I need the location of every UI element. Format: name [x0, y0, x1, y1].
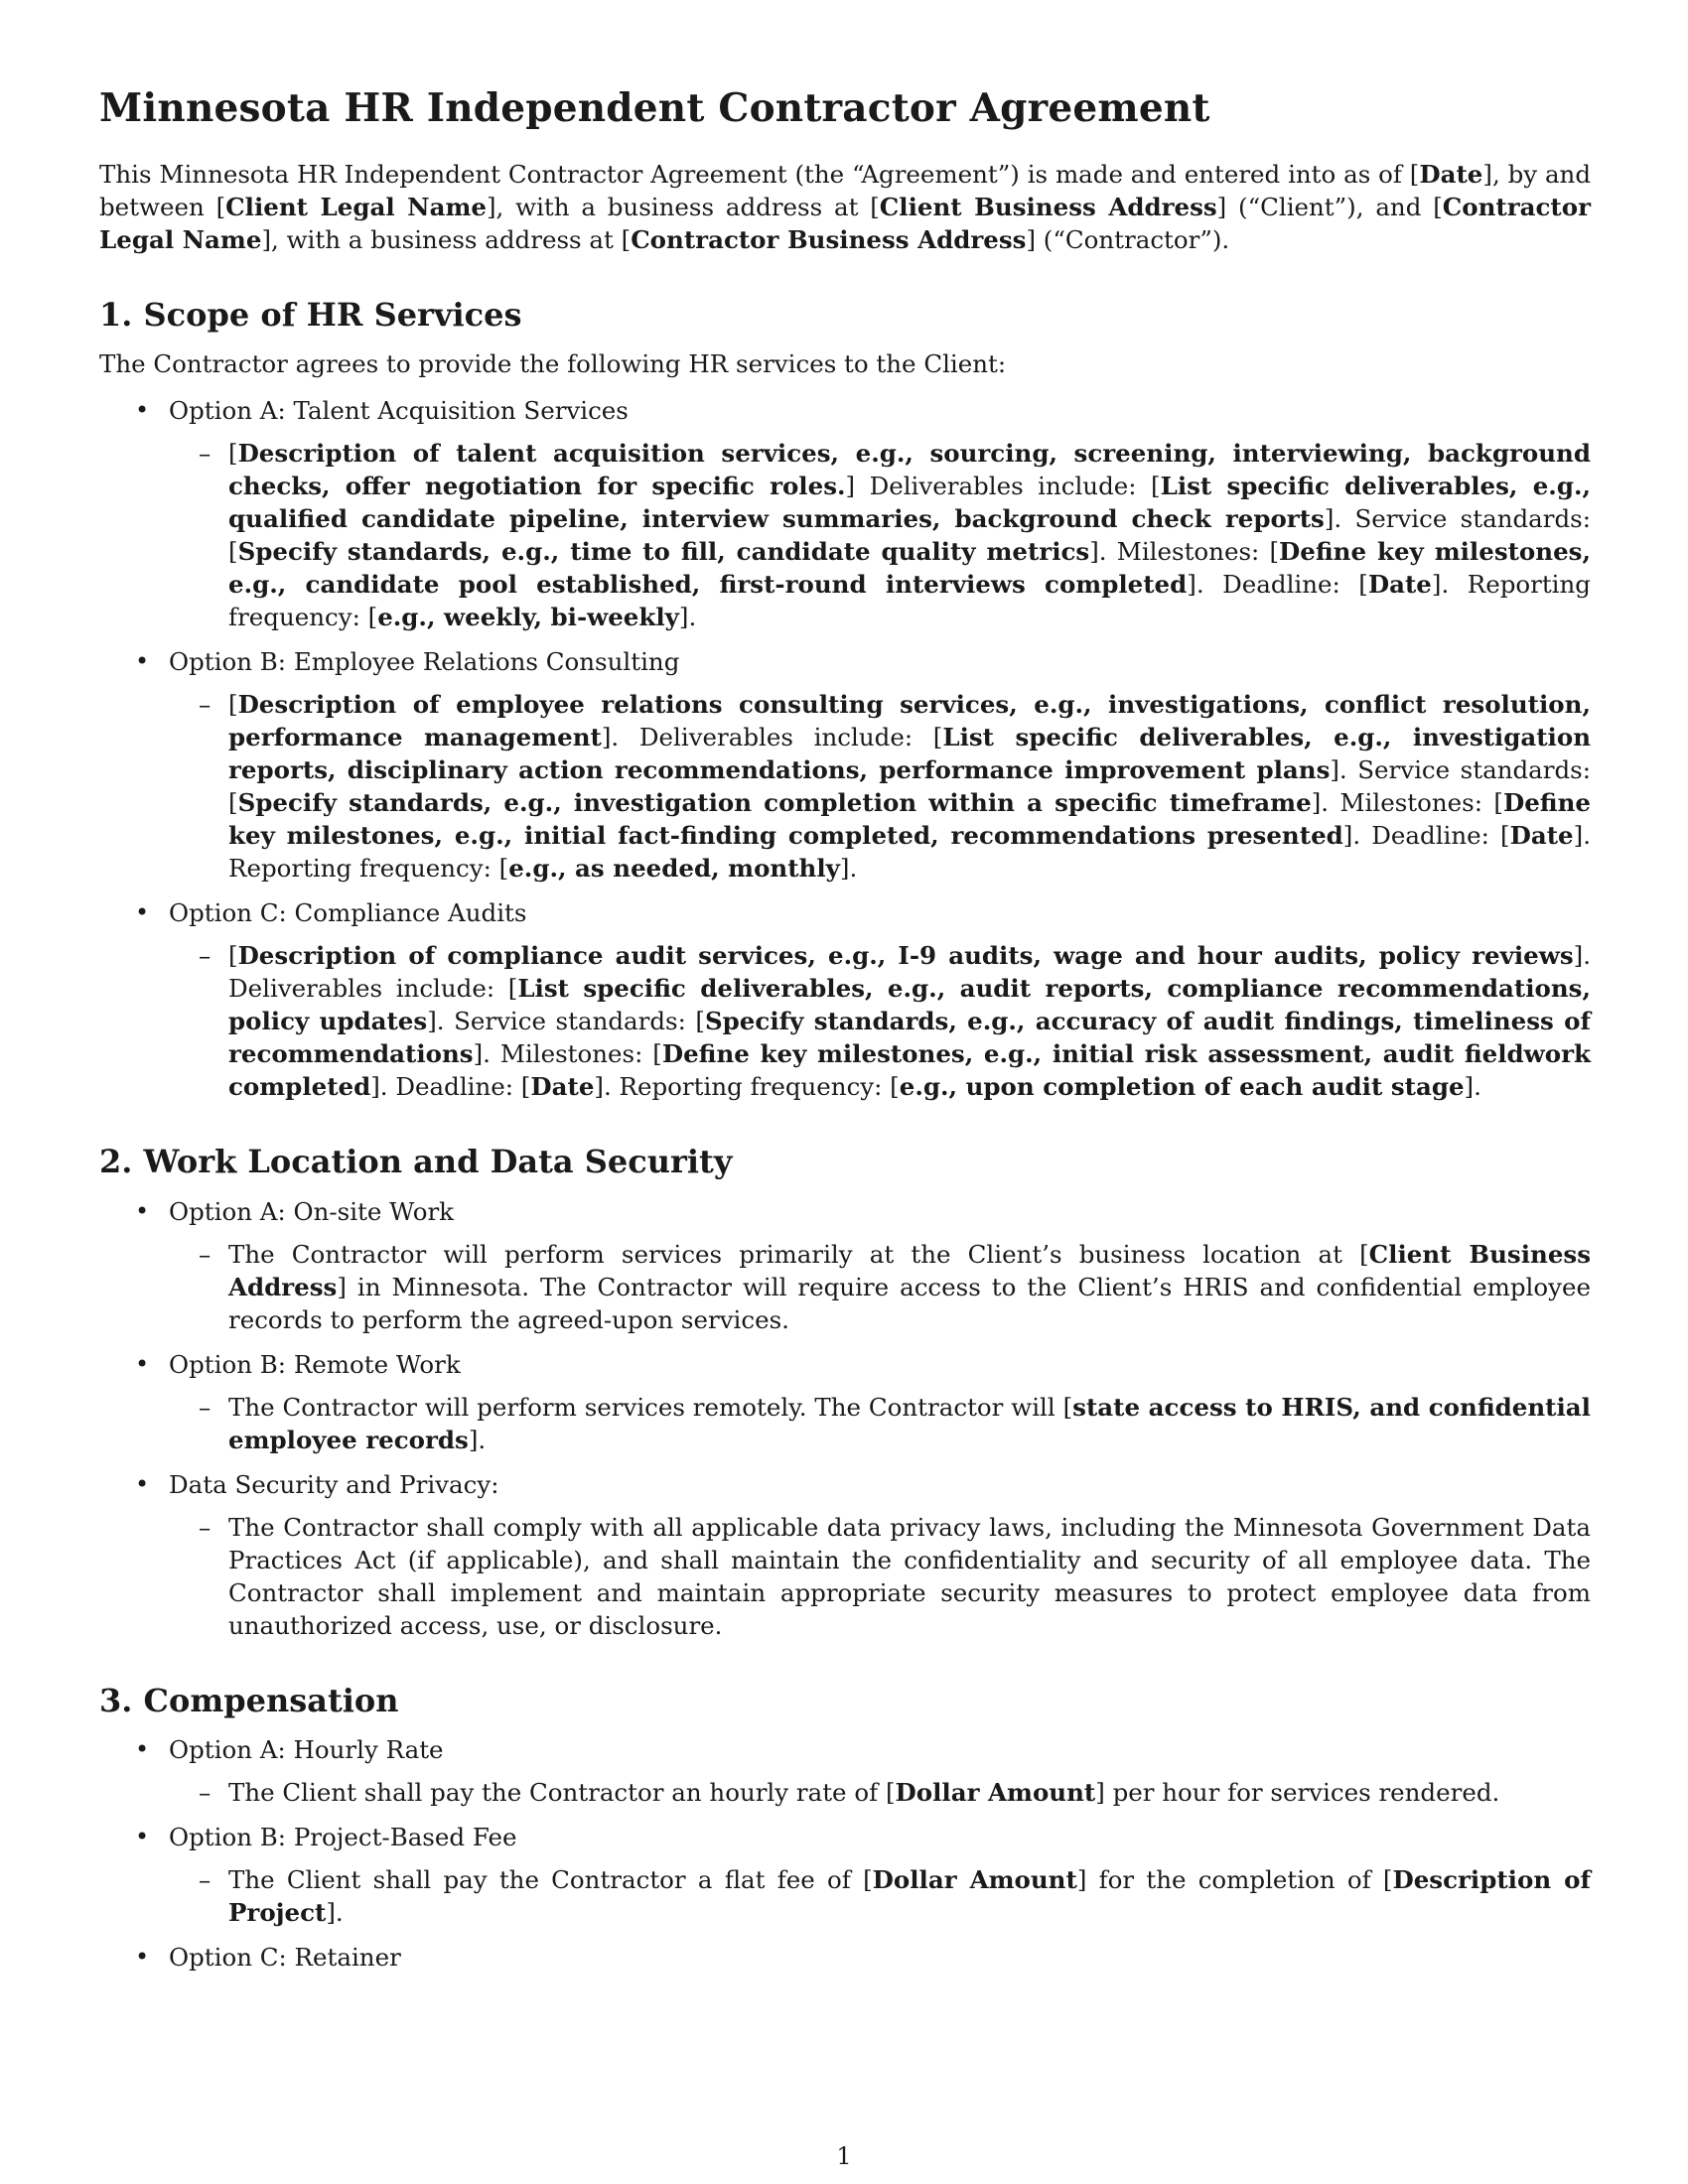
intro-paragraph: This Minnesota HR Independent Contractor Agreement (the “Agreement”) is made and entered into as of [Date], by and between [Client Legal Name], with a business address at [Client Business Address] (“Client”), and [Contractor Legal Name], with a business address at [Contractor Business Address] (“Contractor”). [99, 159, 1592, 254]
option-description: – [Description of talent acquisition services, e.g., sourcing, screening, interviewing, background checks, offer negotiation for specific roles.] Deliverables include: [List specific deliverables, e.g., qualified candidate pipeline, interview summaries, background check reports]. Service standards: [Specify standards, e.g., time to fill, candidate quality metrics]. Milestones: [Define key milestones, e.g., candidate pool established, first-round interviews completed]. Deadline: [Date]. Reporting frequency: [e.g., weekly, bi-weekly]. [169, 437, 1591, 633]
option-description: – The Contractor will perform services primarily at the Client’s business location at [Client Business Address] in Minnesota. The Contractor will require access to the Client’s HRIS and confidential employee records to perform the agreed-upon services. [169, 1238, 1591, 1336]
option-label: • Option B: Employee Relations Consulting [169, 647, 680, 677]
option-label: • Option A: On-site Work [169, 1196, 455, 1226]
option-label: • Option B: Remote Work [169, 1349, 461, 1379]
option-label: • Option A: Talent Acquisition Services [169, 396, 629, 426]
list-item [99, 1821, 1591, 1929]
list-item [99, 1468, 1591, 1642]
page-number: 1 [836, 2142, 852, 2170]
option-description: – The Contractor shall comply with all applicable data privacy laws, including the Minnesota Government Data Practices Act (if applicable), and shall maintain the confidentiality and security of all employee data. The Contractor shall implement and maintain appropriate security measures to protect employee data from unauthorized access, use, or disclosure. [169, 1511, 1591, 1642]
list-item [99, 1941, 1591, 1974]
option-description: – The Contractor will perform services remotely. The Contractor will [state access to HRIS, and confidential employee records]. [169, 1391, 1591, 1456]
section-2-heading: 2. Work Location and Data Security [99, 1143, 733, 1181]
document-page [99, 85, 1591, 1981]
option-description: – [Description of employee relations consulting services, e.g., investigations, conflict resolution, performance management]. Deliverables include: [List specific deliverables, e.g., investigation reports, disciplinary action recommendations, performance improvement plans]. Service standards: [Specify standards, e.g., investigation completion within a specific timeframe]. Milestones: [Define key milestones, e.g., initial fact-finding completed, recommendations presented]. Deadline: [Date]. Reporting frequency: [e.g., as needed, monthly]. [169, 688, 1591, 885]
option-label: • Data Security and Privacy: [169, 1469, 499, 1499]
option-label: • Option C: Compliance Audits [169, 898, 527, 928]
section-3-options [99, 1733, 1591, 1974]
section-1-lead: The Contractor agrees to provide the following HR services to the Client: [99, 349, 1007, 379]
option-description: – The Client shall pay the Contractor a flat fee of [Dollar Amount] for the completion of [Description of Project]. [169, 1863, 1591, 1929]
list-item [99, 1348, 1591, 1456]
list-item [99, 1195, 1591, 1336]
option-label: • Option B: Project-Based Fee [169, 1822, 517, 1851]
section-1-heading: 1. Scope of HR Services [99, 295, 522, 334]
option-description: – The Client shall pay the Contractor an hourly rate of [Dollar Amount] per hour for services rendered. [169, 1776, 1591, 1809]
section-3-heading: 3. Compensation [99, 1681, 399, 1719]
section-2-options [99, 1195, 1591, 1642]
list-item [99, 1733, 1591, 1809]
list-item [99, 645, 1591, 885]
document-title: Minnesota HR Independent Contractor Agreement [99, 85, 1210, 131]
list-item [99, 896, 1591, 1103]
option-label: • Option C: Retainer [169, 1942, 401, 1972]
section-1-options [99, 394, 1591, 1103]
option-label: • Option A: Hourly Rate [169, 1734, 444, 1764]
option-description: – [Description of compliance audit services, e.g., I-9 audits, wage and hour audits, policy reviews]. Deliverables include: [List specific deliverables, e.g., audit reports, compliance recommendations, policy updates]. Service standards: [Specify standards, e.g., accuracy of audit findings, timeliness of recommendations]. Milestones: [Define key milestones, e.g., initial risk assessment, audit fieldwork completed]. Deadline: [Date]. Reporting frequency: [e.g., upon completion of each audit stage]. [169, 939, 1591, 1103]
list-item [99, 394, 1591, 633]
